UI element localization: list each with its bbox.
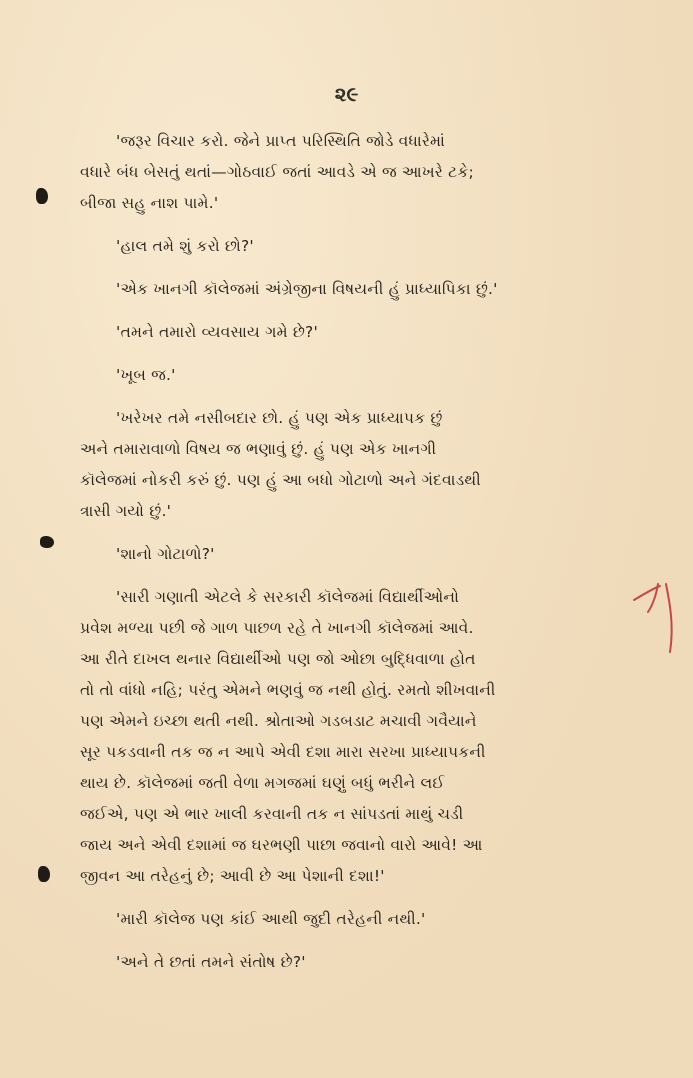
text-line: 'તમને તમારો વ્યવસાય ગમે છે?' <box>116 323 318 341</box>
handwritten-margin-mark <box>630 578 680 658</box>
paragraph <box>80 582 645 892</box>
text-line: તો તો વાંધો નહિ; પરંતુ એમને ભણવું જ નથી હોતું. રમતો શીખવાની <box>80 681 496 699</box>
text-line: સૂર પકડવાની તક જ ન આપે એવી દશા મારા સરખા પ્રાધ્યાપકની <box>80 743 486 761</box>
paragraph <box>80 947 645 978</box>
text-line: અને તમારાવાળો વિષય જ ભણાવું છું. હું પણ એક ખાનગી <box>80 440 437 458</box>
body-text <box>80 126 645 990</box>
ink-speck <box>38 866 50 882</box>
paragraph <box>80 274 645 305</box>
text-line: આ રીતે દાખલ થનાર વિદ્યાર્થીઓ પણ જો ઓછા બુદ્ધિવાળા હોત <box>80 650 476 668</box>
paragraph <box>80 317 645 348</box>
text-line: 'હાલ તમે શું કરો છો?' <box>116 237 254 255</box>
ink-speck <box>40 536 54 548</box>
text-line: થાય છે. કૉલેજમાં જતી વેળા મગજમાં ઘણું બધું ભરીને લઈ <box>80 774 445 792</box>
text-line: 'ખૂબ જ.' <box>116 366 176 384</box>
text-line: જઈએ, પણ એ ભાર ખાલી કરવાની તક ન સાંપડતાં માથું ચડી <box>80 805 464 823</box>
text-line: 'એક ખાનગી કૉલેજમાં અંગ્રેજીના વિષયની હું પ્રાધ્યાપિકા છું.' <box>116 280 498 298</box>
paragraph <box>80 360 645 391</box>
text-line: કૉલેજમાં નોકરી કરું છું. પણ હું આ બધો ગોટાળો અને ગંદવાડથી <box>80 471 481 489</box>
text-line: 'શાનો ગોટાળો?' <box>116 545 215 563</box>
text-line: 'અને તે છતાં તમને સંતોષ છે?' <box>116 953 306 971</box>
paragraph <box>80 904 645 935</box>
paragraph <box>80 403 645 527</box>
text-line: જીવન આ તરેહનું છે; આવી છે આ પેશાની દશા!' <box>80 867 385 885</box>
text-line: 'સારી ગણાતી એટલે કે સરકારી કૉલેજમાં વિદ્યાર્થીઓનો <box>116 588 460 606</box>
text-line: 'જરૂર વિચાર કરો. જેને પ્રાપ્ત પરિસ્થિતિ જોડે વધારેમાં <box>116 132 445 150</box>
text-line: 'મારી કૉલેજ પણ કાંઈ આથી જુદી તરેહની નથી.' <box>116 910 426 928</box>
text-line: બીજા સહુ નાશ પામે.' <box>80 194 219 212</box>
ink-speck <box>36 188 48 204</box>
paragraph <box>80 231 645 262</box>
text-line: પ્રવેશ મળ્યા પછી જે ગાળ પાછળ રહે તે ખાનગી કૉલેજમાં આવે. <box>80 619 474 637</box>
paragraph <box>80 539 645 570</box>
text-line: ત્રાસી ગયો છું.' <box>80 502 172 520</box>
page-number: ૨૯ <box>334 82 359 106</box>
text-line: 'ખરેખર તમે નસીબદાર છો. હું પણ એક પ્રાધ્યાપક છું <box>116 409 443 427</box>
text-line: વધારે બંધ બેસતું થતાં—ગોઠવાઈ જતાં આવડે એ જ આખરે ટકે; <box>80 163 474 181</box>
text-line: પણ એમને ઇચ્છા થતી નથી. શ્રોતાઓ ગડબડાટ મચાવી ગવૈયાને <box>80 712 477 730</box>
text-line: જાય અને એવી દશામાં જ ઘરભણી પાછા જવાનો વારો આવે! આ <box>80 836 483 854</box>
paragraph <box>80 126 645 219</box>
